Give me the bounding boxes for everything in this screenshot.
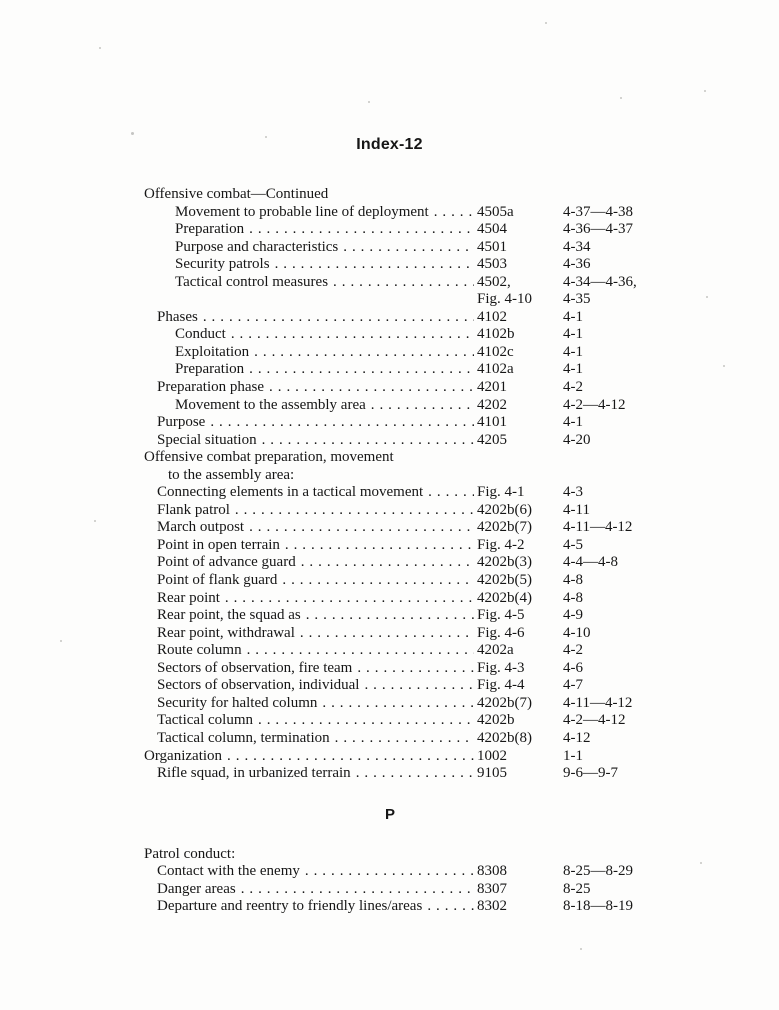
entry-text: Phases — [157, 308, 198, 325]
page-ref: 4-7 — [563, 677, 583, 694]
paragraph-ref: Fig. 4-3 — [477, 659, 525, 676]
entry-text: Movement to the assembly area — [175, 396, 366, 413]
paragraph-ref: Fig. 4-1 — [477, 484, 525, 501]
index-row — [144, 309, 657, 327]
entry-text: Special situation — [157, 431, 257, 448]
entry-text: Connecting elements in a tactical movement — [157, 484, 424, 501]
scan-speck — [723, 365, 725, 367]
page-ref: 4-1 — [563, 326, 583, 343]
entry-text: Patrol conduct: — [144, 845, 236, 862]
page-ref: 4-5 — [563, 536, 583, 553]
paragraph-ref: 4501 — [477, 238, 507, 255]
entry-text: Route column — [157, 642, 242, 659]
page-ref: 8-25 — [563, 880, 591, 897]
index-row — [144, 239, 657, 257]
page-ref: 4-36—4-37 — [563, 221, 633, 238]
page-ref: 8-18—8-19 — [563, 898, 633, 915]
index-row — [144, 898, 657, 916]
entry-text: Rear point, withdrawal — [157, 624, 295, 641]
index-row — [144, 291, 657, 309]
dot-leader — [356, 765, 474, 782]
entry-text: Preparation — [175, 221, 245, 238]
paragraph-ref: 4504 — [477, 221, 507, 238]
index-row — [144, 186, 657, 204]
index-row — [144, 625, 657, 643]
page-ref: 4-10 — [563, 624, 591, 641]
entry-text: Departure and reentry to friendly lines/areas — [157, 898, 423, 915]
page-ref: 4-2—4-12 — [563, 712, 626, 729]
index-row — [144, 660, 657, 678]
entry-text: Tactical column, termination — [157, 729, 330, 746]
page-ref: 4-37—4-38 — [563, 203, 633, 220]
scan-speck — [700, 862, 702, 864]
scan-speck — [545, 22, 547, 24]
dot-leader — [333, 274, 474, 291]
page-ref: 4-35 — [563, 291, 591, 308]
dot-leader — [282, 572, 474, 589]
page-ref: 4-2 — [563, 379, 583, 396]
scan-speck — [131, 132, 134, 135]
paragraph-ref: 8302 — [477, 898, 507, 915]
paragraph-ref: 4102b — [477, 326, 515, 343]
dot-leader — [231, 326, 474, 343]
scan-speck — [368, 101, 370, 103]
entry-text: Tactical column — [157, 712, 253, 729]
index-row — [144, 765, 657, 783]
paragraph-ref: 4202b — [477, 712, 515, 729]
dot-leader — [258, 712, 474, 729]
page-ref: 8-25—8-29 — [563, 863, 633, 880]
paragraph-ref: 4202b(7) — [477, 694, 532, 711]
section-letter: P — [384, 805, 395, 823]
entry-text: Point of flank guard — [157, 572, 278, 589]
paragraph-ref: 4101 — [477, 414, 507, 431]
dot-leader — [269, 379, 474, 396]
paragraph-ref: 4202b(6) — [477, 501, 532, 518]
entry-text: Exploitation — [175, 343, 250, 360]
paragraph-ref: 4102a — [477, 361, 514, 378]
index-row — [144, 397, 657, 415]
page-ref: 4-2 — [563, 642, 583, 659]
paragraph-ref: 4202b(3) — [477, 554, 532, 571]
paragraph-ref: 8307 — [477, 880, 507, 897]
index-row — [144, 256, 657, 274]
dot-leader — [254, 344, 474, 361]
dot-leader — [235, 502, 474, 519]
dot-leader — [306, 607, 474, 624]
index-row — [144, 554, 657, 572]
dot-leader — [225, 590, 474, 607]
index-list — [144, 186, 657, 916]
entry-text: Offensive combat preparation, movement — [144, 449, 394, 466]
scan-speck — [704, 90, 706, 92]
dot-leader — [227, 748, 474, 765]
page-ref: 4-8 — [563, 572, 583, 589]
scan-speck — [265, 136, 267, 138]
page-ref: 4-20 — [563, 431, 591, 448]
page-ref: 4-34 — [563, 238, 591, 255]
dot-leader — [241, 881, 474, 898]
entry-text: Point in open terrain — [157, 536, 280, 553]
index-row — [144, 590, 657, 608]
page-ref: 4-1 — [563, 343, 583, 360]
entry-text: Rear point — [157, 589, 220, 606]
paragraph-ref: 4202b(7) — [477, 519, 532, 536]
entry-text: Offensive combat—Continued — [144, 186, 329, 202]
dot-leader — [428, 484, 474, 501]
paragraph-ref: 4102 — [477, 308, 507, 325]
paragraph-ref: Fig. 4-5 — [477, 607, 525, 624]
index-row — [144, 274, 657, 292]
dot-leader — [301, 554, 474, 571]
paragraph-ref: 4202a — [477, 642, 514, 659]
index-row — [144, 846, 657, 864]
scan-speck — [580, 948, 582, 950]
entry-text: Preparation — [175, 361, 245, 378]
dot-leader — [343, 239, 474, 256]
index-row — [144, 642, 657, 660]
entry-text: Organization — [144, 747, 223, 764]
entry-text: Security patrols — [175, 256, 270, 273]
paragraph-ref: 4502, — [477, 273, 511, 290]
dot-leader — [285, 537, 474, 554]
entry-text: Rifle squad, in urbanized terrain — [157, 765, 351, 782]
paragraph-ref: 1002 — [477, 747, 507, 764]
page-ref: 4-9 — [563, 607, 583, 624]
dot-leader — [322, 695, 474, 712]
entry-text: Movement to probable line of deployment — [175, 203, 429, 220]
paragraph-ref: 8308 — [477, 863, 507, 880]
entry-text: Security for halted column — [157, 694, 318, 711]
paragraph-ref: 4202b(4) — [477, 589, 532, 606]
page-ref: 4-1 — [563, 361, 583, 378]
paragraph-ref: 4202 — [477, 396, 507, 413]
index-row — [144, 748, 657, 766]
dot-leader — [262, 432, 474, 449]
index-row — [144, 361, 657, 379]
entry-text: Point of advance guard — [157, 554, 296, 571]
page-ref: 4-1 — [563, 308, 583, 325]
paragraph-ref: 9105 — [477, 765, 507, 782]
index-row — [144, 449, 657, 467]
entry-text: Preparation phase — [157, 379, 265, 396]
index-row — [144, 519, 657, 537]
dot-leader — [300, 625, 474, 642]
page-ref: 4-4—4-8 — [563, 554, 618, 571]
entry-text: Flank patrol — [157, 501, 230, 518]
paragraph-ref: Fig. 4-6 — [477, 624, 525, 641]
index-row — [144, 712, 657, 730]
paragraph-ref: 4205 — [477, 431, 507, 448]
paragraph-ref: 4201 — [477, 379, 507, 396]
index-row — [144, 344, 657, 362]
dot-leader — [249, 361, 474, 378]
paragraph-ref: 4202b(5) — [477, 572, 532, 589]
dot-leader — [371, 397, 474, 414]
index-row — [144, 221, 657, 239]
entry-text: Sectors of observation, individual — [157, 677, 360, 694]
page-ref: 9-6—9-7 — [563, 765, 618, 782]
index-row — [144, 863, 657, 881]
entry-text: Purpose — [157, 414, 206, 431]
page-ref: 4-34—4-36, — [563, 273, 637, 290]
dot-leader — [305, 863, 474, 880]
paragraph-ref: 4102c — [477, 343, 514, 360]
index-row — [144, 467, 657, 485]
page-ref: 4-1 — [563, 414, 583, 431]
scan-speck — [60, 640, 62, 642]
index-row — [144, 537, 657, 555]
scan-speck — [99, 47, 101, 49]
index-row — [144, 379, 657, 397]
scan-speck — [94, 520, 96, 522]
index-row — [144, 730, 657, 748]
dot-leader — [203, 309, 474, 326]
entry-text: to the assembly area: — [168, 466, 295, 483]
entry-text: Purpose and characteristics — [175, 238, 339, 255]
dot-leader — [434, 204, 474, 221]
dot-leader — [249, 221, 474, 238]
entry-text: Rear point, the squad as — [157, 607, 301, 624]
dot-leader — [335, 730, 474, 747]
index-row — [144, 502, 657, 520]
entry-text: Conduct — [175, 326, 226, 343]
entry-text: Contact with the enemy — [157, 863, 300, 880]
page-title: Index-12 — [356, 136, 423, 153]
dot-leader — [210, 414, 474, 431]
index-row — [144, 695, 657, 713]
paragraph-ref: 4202b(8) — [477, 729, 532, 746]
index-row — [144, 607, 657, 625]
page-ref: 4-6 — [563, 659, 583, 676]
entry-text: Danger areas — [157, 880, 236, 897]
entry-text: March outpost — [157, 519, 245, 536]
page-ref: 4-11 — [563, 501, 590, 518]
entry-text: Tactical control measures — [175, 273, 329, 290]
dot-leader — [247, 642, 474, 659]
index-row — [144, 677, 657, 695]
paragraph-ref: Fig. 4-4 — [477, 677, 525, 694]
page-ref: 4-11—4-12 — [563, 694, 633, 711]
index-row — [144, 326, 657, 344]
entry-text: Sectors of observation, fire team — [157, 659, 353, 676]
index-row — [144, 572, 657, 590]
dot-leader — [275, 256, 474, 273]
page-ref: 4-11—4-12 — [563, 519, 633, 536]
page-ref: 4-3 — [563, 484, 583, 501]
index-row — [144, 204, 657, 222]
dot-leader — [427, 898, 474, 915]
paragraph-ref: 4505a — [477, 203, 514, 220]
page-ref: 4-8 — [563, 589, 583, 606]
index-row — [144, 432, 657, 450]
scan-speck — [706, 296, 708, 298]
page-ref: 4-36 — [563, 256, 591, 273]
scan-speck — [620, 97, 622, 99]
paragraph-ref: Fig. 4-10 — [477, 291, 533, 308]
index-row — [144, 414, 657, 432]
dot-leader — [364, 677, 474, 694]
index-row — [144, 881, 657, 899]
paragraph-ref: Fig. 4-2 — [477, 536, 525, 553]
paragraph-ref: 4503 — [477, 256, 507, 273]
dot-leader — [357, 660, 474, 677]
page-ref: 1-1 — [563, 747, 583, 764]
page-ref: 4-2—4-12 — [563, 396, 626, 413]
page-ref: 4-12 — [563, 729, 591, 746]
index-row — [144, 484, 657, 502]
dot-leader — [249, 519, 474, 536]
